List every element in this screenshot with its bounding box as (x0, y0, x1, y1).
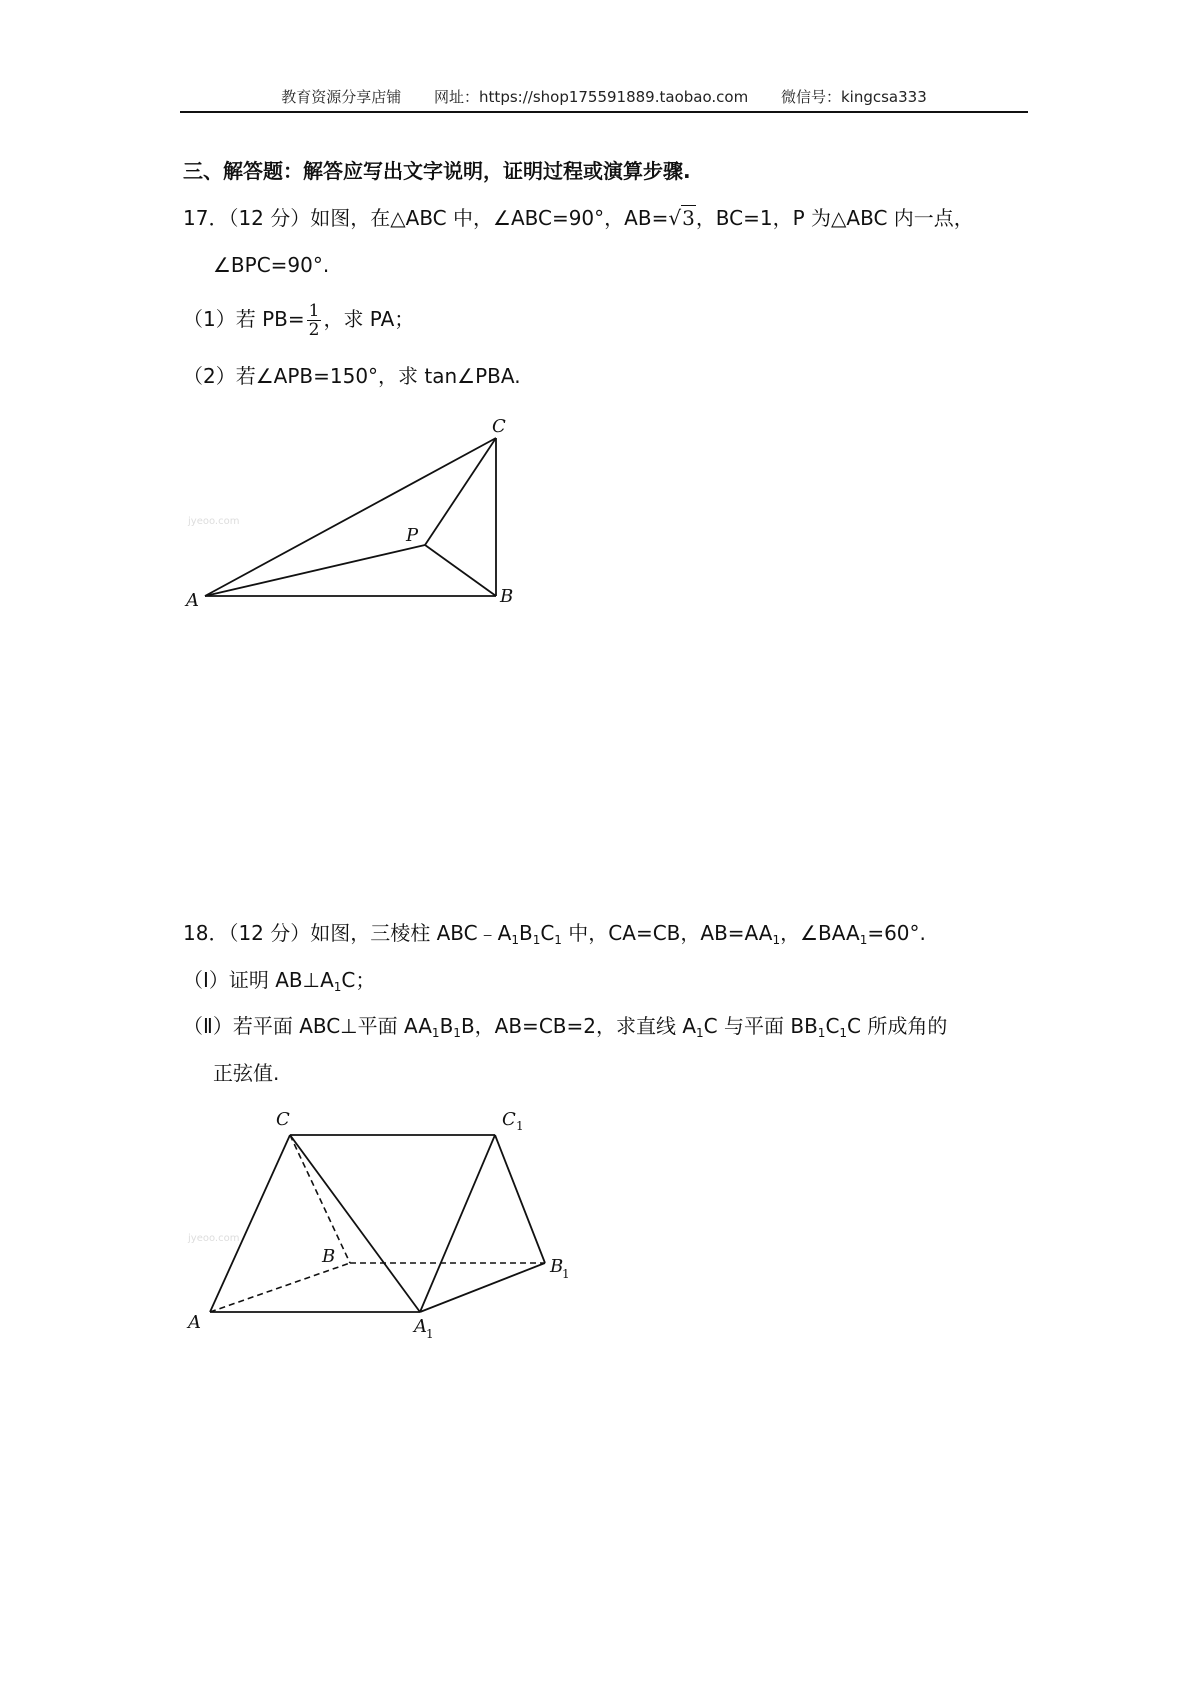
edge-A1B1 (420, 1263, 545, 1312)
edge-C1B1 (495, 1135, 545, 1263)
sqrt-radicand: 3 (682, 206, 695, 230)
subscript: 1 (333, 980, 342, 994)
q18-part1 (183, 966, 375, 994)
segment-AC (205, 438, 496, 596)
header-shop: 教育资源分享店铺 (281, 88, 402, 106)
point-label-P: P (406, 525, 419, 546)
q18-intro (183, 919, 926, 947)
text-run: C (825, 1014, 840, 1038)
subscript: 1 (817, 1026, 826, 1040)
q17-part1-b: ，求 PA； (323, 307, 415, 331)
text-run: C (540, 921, 555, 945)
segment-AP (205, 545, 425, 596)
q17-intro-line2: ∠BPC=90°. (213, 253, 330, 277)
text-run: B，AB=CB=2，求直线 A (460, 1014, 697, 1038)
point-label-B: B (322, 1246, 336, 1267)
subscript: 1 (431, 1026, 440, 1040)
point-label-B: B (500, 586, 514, 607)
text-run: C 所成角的 (847, 1014, 948, 1038)
subscript: 1 (532, 933, 541, 947)
point-label-C: C (492, 416, 506, 437)
fraction (307, 302, 322, 339)
fraction-numerator: 1 (308, 301, 320, 321)
text-run: ，∠BAA (780, 921, 860, 945)
header-wechat: 微信号：kingcsa333 (780, 88, 927, 106)
text-run: 中，CA=CB，AB=AA (561, 921, 773, 945)
point-label-A1-sub: 1 (426, 1327, 434, 1341)
segment-PB (425, 545, 496, 596)
text-run: B (518, 921, 533, 945)
subscript: 1 (696, 1026, 704, 1040)
figure-watermark: jyeoo.com (188, 1233, 240, 1244)
text-run: C； (341, 968, 376, 992)
page-header (180, 86, 1028, 112)
point-label-B1-sub: 1 (562, 1267, 570, 1281)
point-label-C: C (276, 1109, 290, 1130)
point-label-C1: C (502, 1109, 516, 1130)
text-run: B (439, 1014, 454, 1038)
subscript: 1 (554, 933, 562, 947)
edge-CA (210, 1135, 290, 1312)
section-title: 三、解答题：解答应写出文字说明，证明过程或演算步骤. (183, 159, 691, 183)
q18-figure (180, 1100, 580, 1350)
point-label-A: A (188, 1312, 201, 1333)
segment-PC (425, 438, 496, 545)
text-run: （Ⅱ）若平面 ABC⊥平面 AA (183, 1014, 432, 1038)
q17-part2: （2）若∠APB=150°，求 tan∠PBA. (183, 364, 521, 388)
q17-intro-b: ，BC=1，P 为△ABC 内一点， (695, 206, 974, 230)
text-run: =60°. (867, 921, 926, 945)
fraction-denominator: 2 (308, 320, 320, 340)
edge-C1A1 (420, 1135, 495, 1312)
edge-AB-hidden (210, 1263, 350, 1312)
q17-part1 (183, 302, 414, 339)
point-label-C1-sub: 1 (516, 1119, 524, 1133)
q17-intro-a: 17．（12 分）如图，在△ABC 中，∠ABC=90°，AB= (183, 206, 669, 230)
edge-CA1 (290, 1135, 420, 1312)
subscript: 1 (453, 1026, 461, 1040)
edge-CB-hidden (290, 1135, 350, 1263)
point-label-B1: B (550, 1256, 564, 1277)
point-label-A1: A (414, 1316, 427, 1337)
subscript: 1 (772, 933, 781, 947)
q18-part2-cont: 正弦值. (213, 1061, 280, 1085)
header-site: 网址：https://shop175591889.taobao.com (434, 88, 749, 106)
subscript: 1 (859, 933, 868, 947)
point-label-A: A (186, 590, 199, 608)
figure-watermark: jyeoo.com (188, 516, 240, 527)
text-run: C 与平面 BB (703, 1014, 818, 1038)
text-run: （Ⅰ）证明 AB⊥A (183, 968, 334, 992)
q18-part2 (183, 1012, 947, 1040)
subscript: 1 (511, 933, 519, 947)
sqrt-expression: √3 (668, 206, 695, 230)
q17-part1-a: （1）若 PB= (183, 307, 305, 331)
q17-figure (180, 408, 520, 608)
subscript: 1 (839, 1026, 848, 1040)
header-rule (180, 111, 1028, 113)
q17-intro-line1 (183, 204, 974, 232)
text-run: 18．（12 分）如图，三棱柱 ABC﹣A (183, 921, 512, 945)
